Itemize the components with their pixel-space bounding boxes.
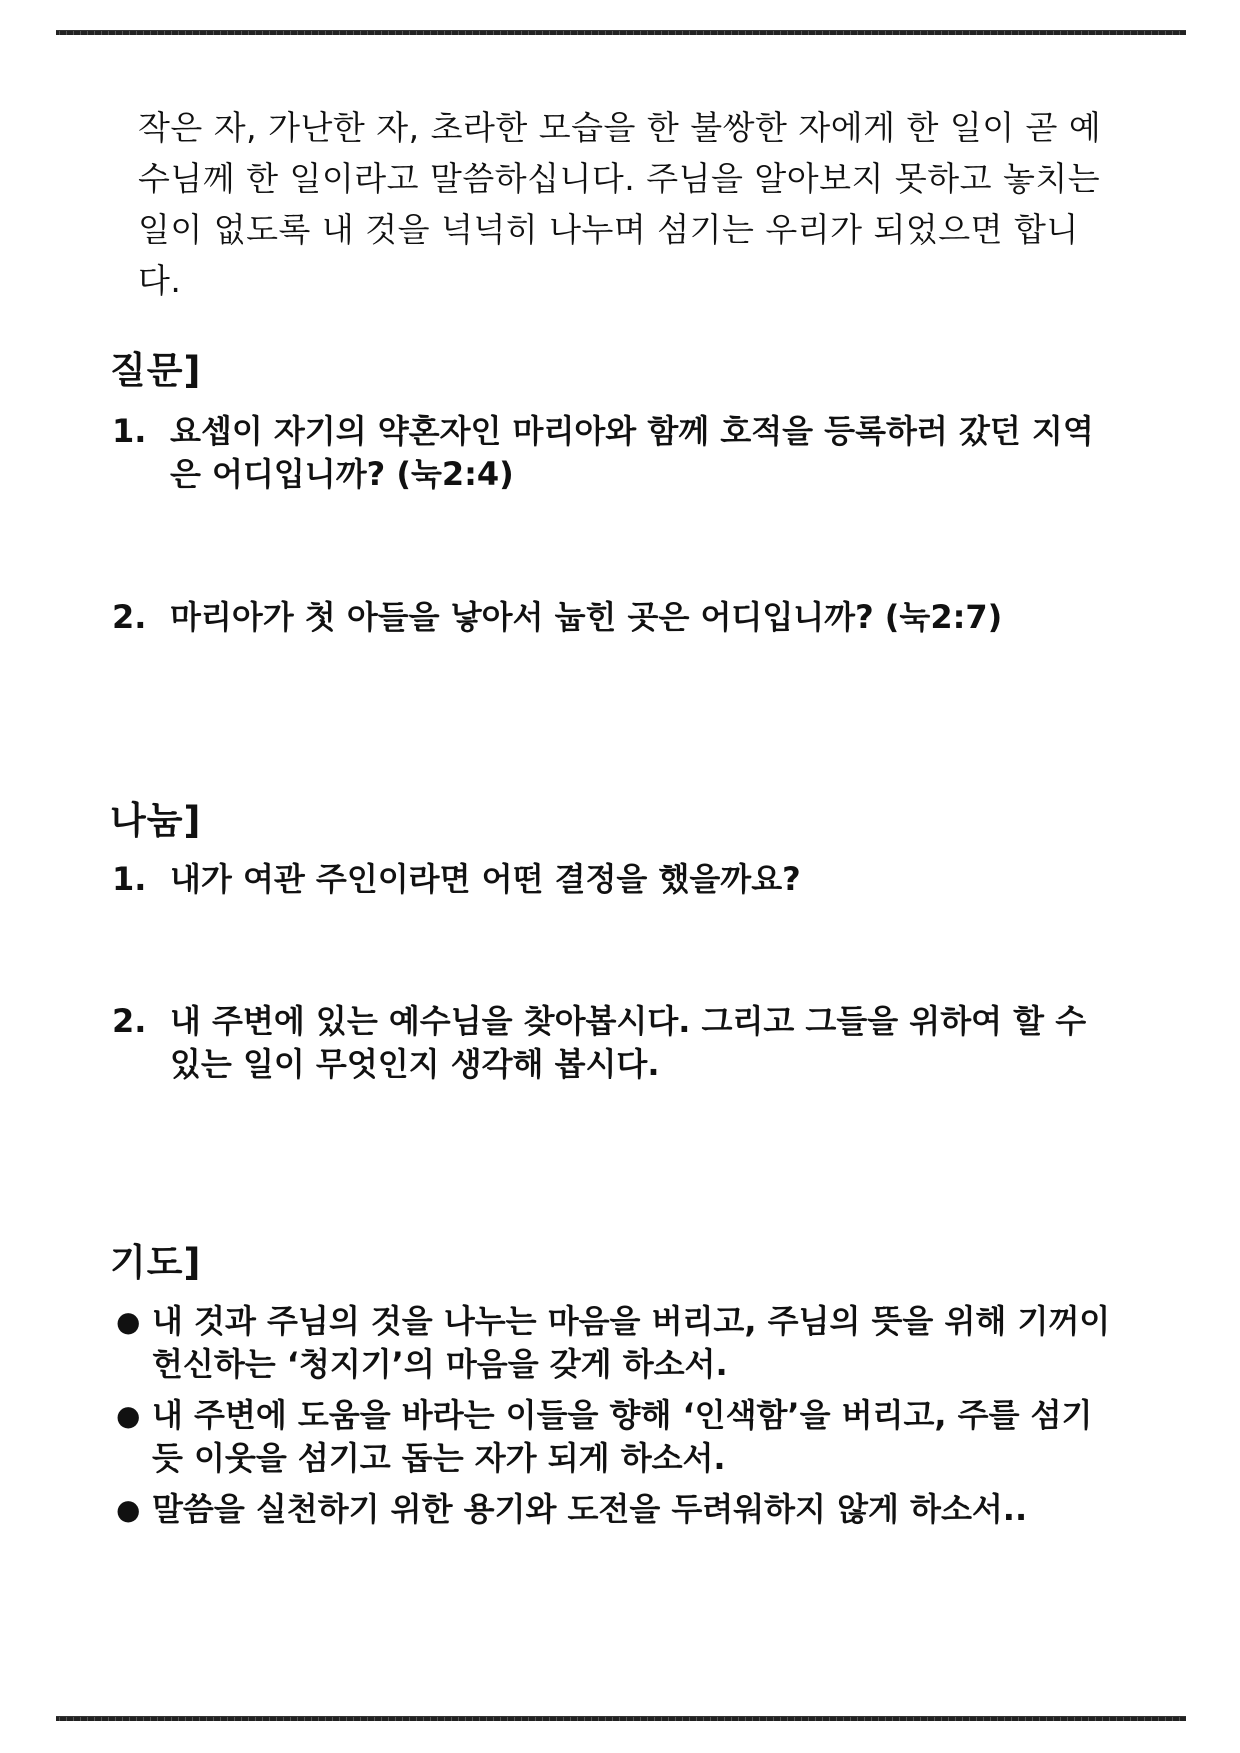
questions-heading: 질문] — [110, 349, 202, 392]
question-text: 요셉이 자기의 약혼자인 마리아와 함께 호적을 등록하러 갔던 지역은 어디입니까? (눅2:4) — [170, 412, 1094, 493]
question-number: 2. — [112, 598, 147, 636]
prayer-item — [116, 1394, 1116, 1480]
sharing-item — [112, 858, 1112, 901]
intro-paragraph: 작은 자, 가난한 자, 초라한 모습을 한 불쌍한 자에게 한 일이 곧 예수님께 한 일이라고 말씀하십니다. 주님을 알아보지 못하고 놓치는 일이 없도록 내 것을 넉넉히 나누며 섬기는 우리가 되었으면 합니다. — [138, 108, 1102, 300]
prayer-item — [116, 1488, 1116, 1531]
prayer-text: 내 것과 주님의 것을 나누는 마음을 버리고, 주님의 뜻을 위해 기꺼이 헌신하는 ‘청지기’의 마음을 갖게 하소서. — [152, 1302, 1111, 1383]
sharing-heading: 나눔] — [110, 799, 202, 842]
question-item — [112, 596, 1112, 639]
sharing-text: 내 주변에 있는 예수님을 찾아봅시다. 그리고 그들을 위하여 할 수 있는 일이 무엇인지 생각해 봅시다. — [170, 1002, 1087, 1083]
prayer-heading: 기도] — [110, 1241, 202, 1284]
bullet-icon: ● — [116, 1305, 141, 1338]
sharing-number: 1. — [112, 860, 147, 898]
prayer-item — [116, 1300, 1116, 1386]
bullet-icon: ● — [116, 1493, 141, 1526]
prayer-text: 내 주변에 도움을 바라는 이들을 향해 ‘인색함’을 버리고, 주를 섬기듯 이웃을 섬기고 돕는 자가 되게 하소서. — [152, 1396, 1093, 1477]
question-item — [112, 410, 1112, 496]
question-number: 1. — [112, 412, 147, 450]
sharing-text: 내가 여관 주인이라면 어떤 결정을 했을까요? — [170, 860, 801, 898]
prayer-text: 말씀을 실천하기 위한 용기와 도전을 두려워하지 않게 하소서.. — [152, 1490, 1028, 1528]
bottom-divider — [56, 1716, 1186, 1721]
sharing-item — [112, 1000, 1112, 1086]
sharing-number: 2. — [112, 1002, 147, 1040]
top-divider — [56, 30, 1186, 35]
question-text: 마리아가 첫 아들을 낳아서 눕힌 곳은 어디입니까? (눅2:7) — [170, 598, 1003, 636]
bullet-icon: ● — [116, 1399, 141, 1432]
